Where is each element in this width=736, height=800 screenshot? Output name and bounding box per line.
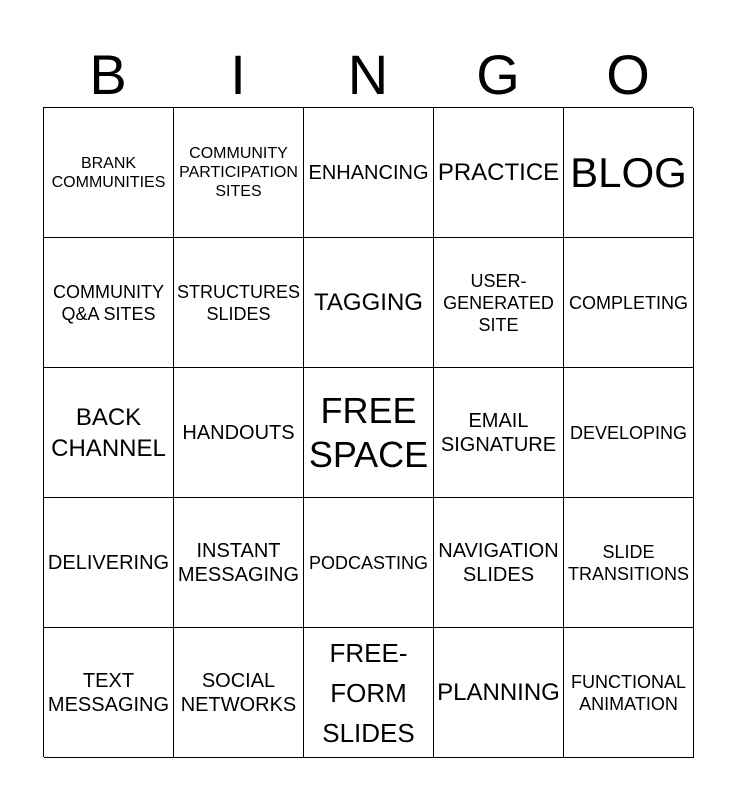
bingo-cell[interactable] bbox=[44, 108, 174, 238]
cell-label: PODCASTING bbox=[308, 552, 428, 573]
cell-label: DELIVERING bbox=[47, 551, 170, 574]
free-space-label: FREE SPACE bbox=[308, 389, 429, 475]
cell-label: STRUCTURES SLIDES bbox=[176, 281, 300, 324]
cell-label: INSTANT MESSAGING bbox=[177, 539, 300, 586]
cell-label: NAVIGATION SLIDES bbox=[438, 539, 559, 586]
cell-label: USER- GENERATED SITE bbox=[443, 270, 554, 335]
cell-label: TAGGING bbox=[314, 289, 423, 316]
bingo-cell[interactable] bbox=[304, 238, 434, 368]
cell-label: FREE- FORM SLIDES bbox=[322, 637, 415, 748]
bingo-cell[interactable] bbox=[174, 498, 304, 628]
cell-label: COMMUNITY Q&A SITES bbox=[53, 281, 164, 324]
bingo-cell[interactable] bbox=[304, 498, 434, 628]
bingo-cell[interactable] bbox=[434, 368, 564, 498]
cell-label: DEVELOPING bbox=[569, 422, 688, 443]
bingo-cell[interactable] bbox=[564, 238, 694, 368]
cell-label: COMPLETING bbox=[568, 292, 688, 313]
bingo-cell[interactable] bbox=[44, 628, 174, 758]
bingo-cell[interactable] bbox=[174, 238, 304, 368]
bingo-cell[interactable] bbox=[44, 368, 174, 498]
bingo-cell[interactable] bbox=[564, 108, 694, 238]
cell-label: PRACTICE bbox=[437, 159, 560, 186]
cell-label: BLOG bbox=[570, 148, 687, 196]
bingo-cell[interactable] bbox=[434, 238, 564, 368]
cell-label: BRANK COMMUNITIES bbox=[51, 154, 166, 191]
bingo-cell[interactable] bbox=[434, 498, 564, 628]
bingo-cell[interactable] bbox=[44, 238, 174, 368]
bingo-header bbox=[43, 44, 693, 106]
bingo-cell[interactable] bbox=[304, 108, 434, 238]
header-letter-b: B bbox=[89, 43, 127, 106]
bingo-cell[interactable] bbox=[174, 108, 304, 238]
cell-label: ENHANCING bbox=[308, 161, 429, 184]
header-letter-i: I bbox=[230, 43, 246, 106]
bingo-cell[interactable] bbox=[304, 628, 434, 758]
cell-label: TEXT MESSAGING bbox=[47, 669, 170, 716]
bingo-grid bbox=[43, 107, 693, 757]
bingo-cell[interactable] bbox=[44, 498, 174, 628]
cell-label: BACK CHANNEL bbox=[51, 403, 166, 462]
bingo-cell[interactable] bbox=[304, 368, 434, 498]
bingo-cell[interactable] bbox=[564, 498, 694, 628]
bingo-cell[interactable] bbox=[434, 108, 564, 238]
bingo-cell[interactable] bbox=[564, 368, 694, 498]
cell-label: HANDOUTS bbox=[182, 421, 295, 444]
bingo-cell[interactable] bbox=[564, 628, 694, 758]
cell-label: COMMUNITY PARTICIPATION SITES bbox=[179, 145, 298, 200]
cell-label: PLANNING bbox=[437, 679, 560, 706]
bingo-cell[interactable] bbox=[174, 368, 304, 498]
header-letter-n: N bbox=[347, 43, 389, 106]
cell-label: SLIDE TRANSITIONS bbox=[567, 541, 689, 584]
cell-label: FUNCTIONAL ANIMATION bbox=[570, 671, 686, 714]
header-letter-g: G bbox=[476, 43, 520, 106]
cell-label: EMAIL SIGNATURE bbox=[440, 409, 557, 456]
header-letter-o: O bbox=[606, 43, 650, 106]
bingo-cell[interactable] bbox=[174, 628, 304, 758]
cell-label: SOCIAL NETWORKS bbox=[180, 669, 297, 716]
bingo-cell[interactable] bbox=[434, 628, 564, 758]
